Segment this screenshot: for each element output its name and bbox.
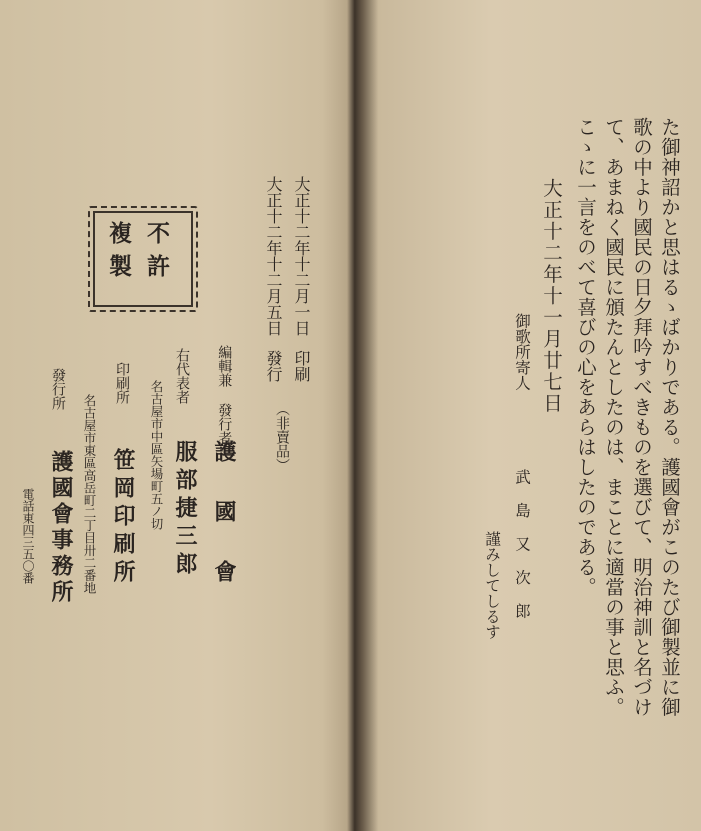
copyright-stamp (88, 206, 198, 312)
signer-suffix: 謹みしてしるす (483, 531, 501, 640)
publish-date: 大正十二年十二月五日 (264, 176, 283, 336)
left-page (0, 0, 350, 831)
printer-label: 印刷所 (114, 362, 130, 404)
body-line-3: て、あまねく國民に頒たんとしたのは、まことに適當の事と思ふ。 (602, 117, 625, 717)
publish-label: 發行 (264, 350, 283, 382)
body-line-4: こゝに一言をのべて喜びの心をあらはしたのである。 (574, 117, 597, 597)
not-for-sale: （非賣品） (274, 402, 290, 472)
stamp-text-2: 複製 (105, 221, 132, 287)
publisher-name: 護國會事務所 (48, 450, 74, 606)
stamp-text-1: 不許 (143, 221, 170, 287)
right-page (356, 0, 701, 831)
right-page-date: 大正十二年十一月廿七日 (540, 178, 563, 415)
print-label: 印刷 (292, 350, 311, 382)
body-line-1: た御神詔かと思はるゝばかりである。護國會がこのたび御製並に御 (658, 117, 681, 717)
rep-label: 右代表者 (174, 348, 190, 404)
publisher-phone: 電話東四三五〇番 (21, 488, 35, 584)
editor-label: 編輯兼 發行者 (216, 345, 233, 445)
body-line-2: 歌の中より國民の日夕拜吟すべきものを選びて、明治神訓と名づけ (630, 117, 653, 717)
rep-address: 名古屋市中區矢場町五ノ切 (149, 380, 164, 530)
signer-name: 武 島 又 次 郎 (513, 469, 531, 619)
signer-title: 御歌所寄人 (513, 313, 531, 391)
rep-name: 服部捷三郎 (172, 440, 198, 580)
printer-name: 笹岡印刷所 (110, 448, 136, 588)
publisher-label: 發行所 (50, 368, 66, 410)
publisher-address: 名古屋市東區高岳町二丁目卅二番地 (82, 394, 97, 594)
editor-name: 護 國 會 (211, 440, 237, 588)
print-date: 大正十二年十二月一日 (292, 176, 311, 336)
